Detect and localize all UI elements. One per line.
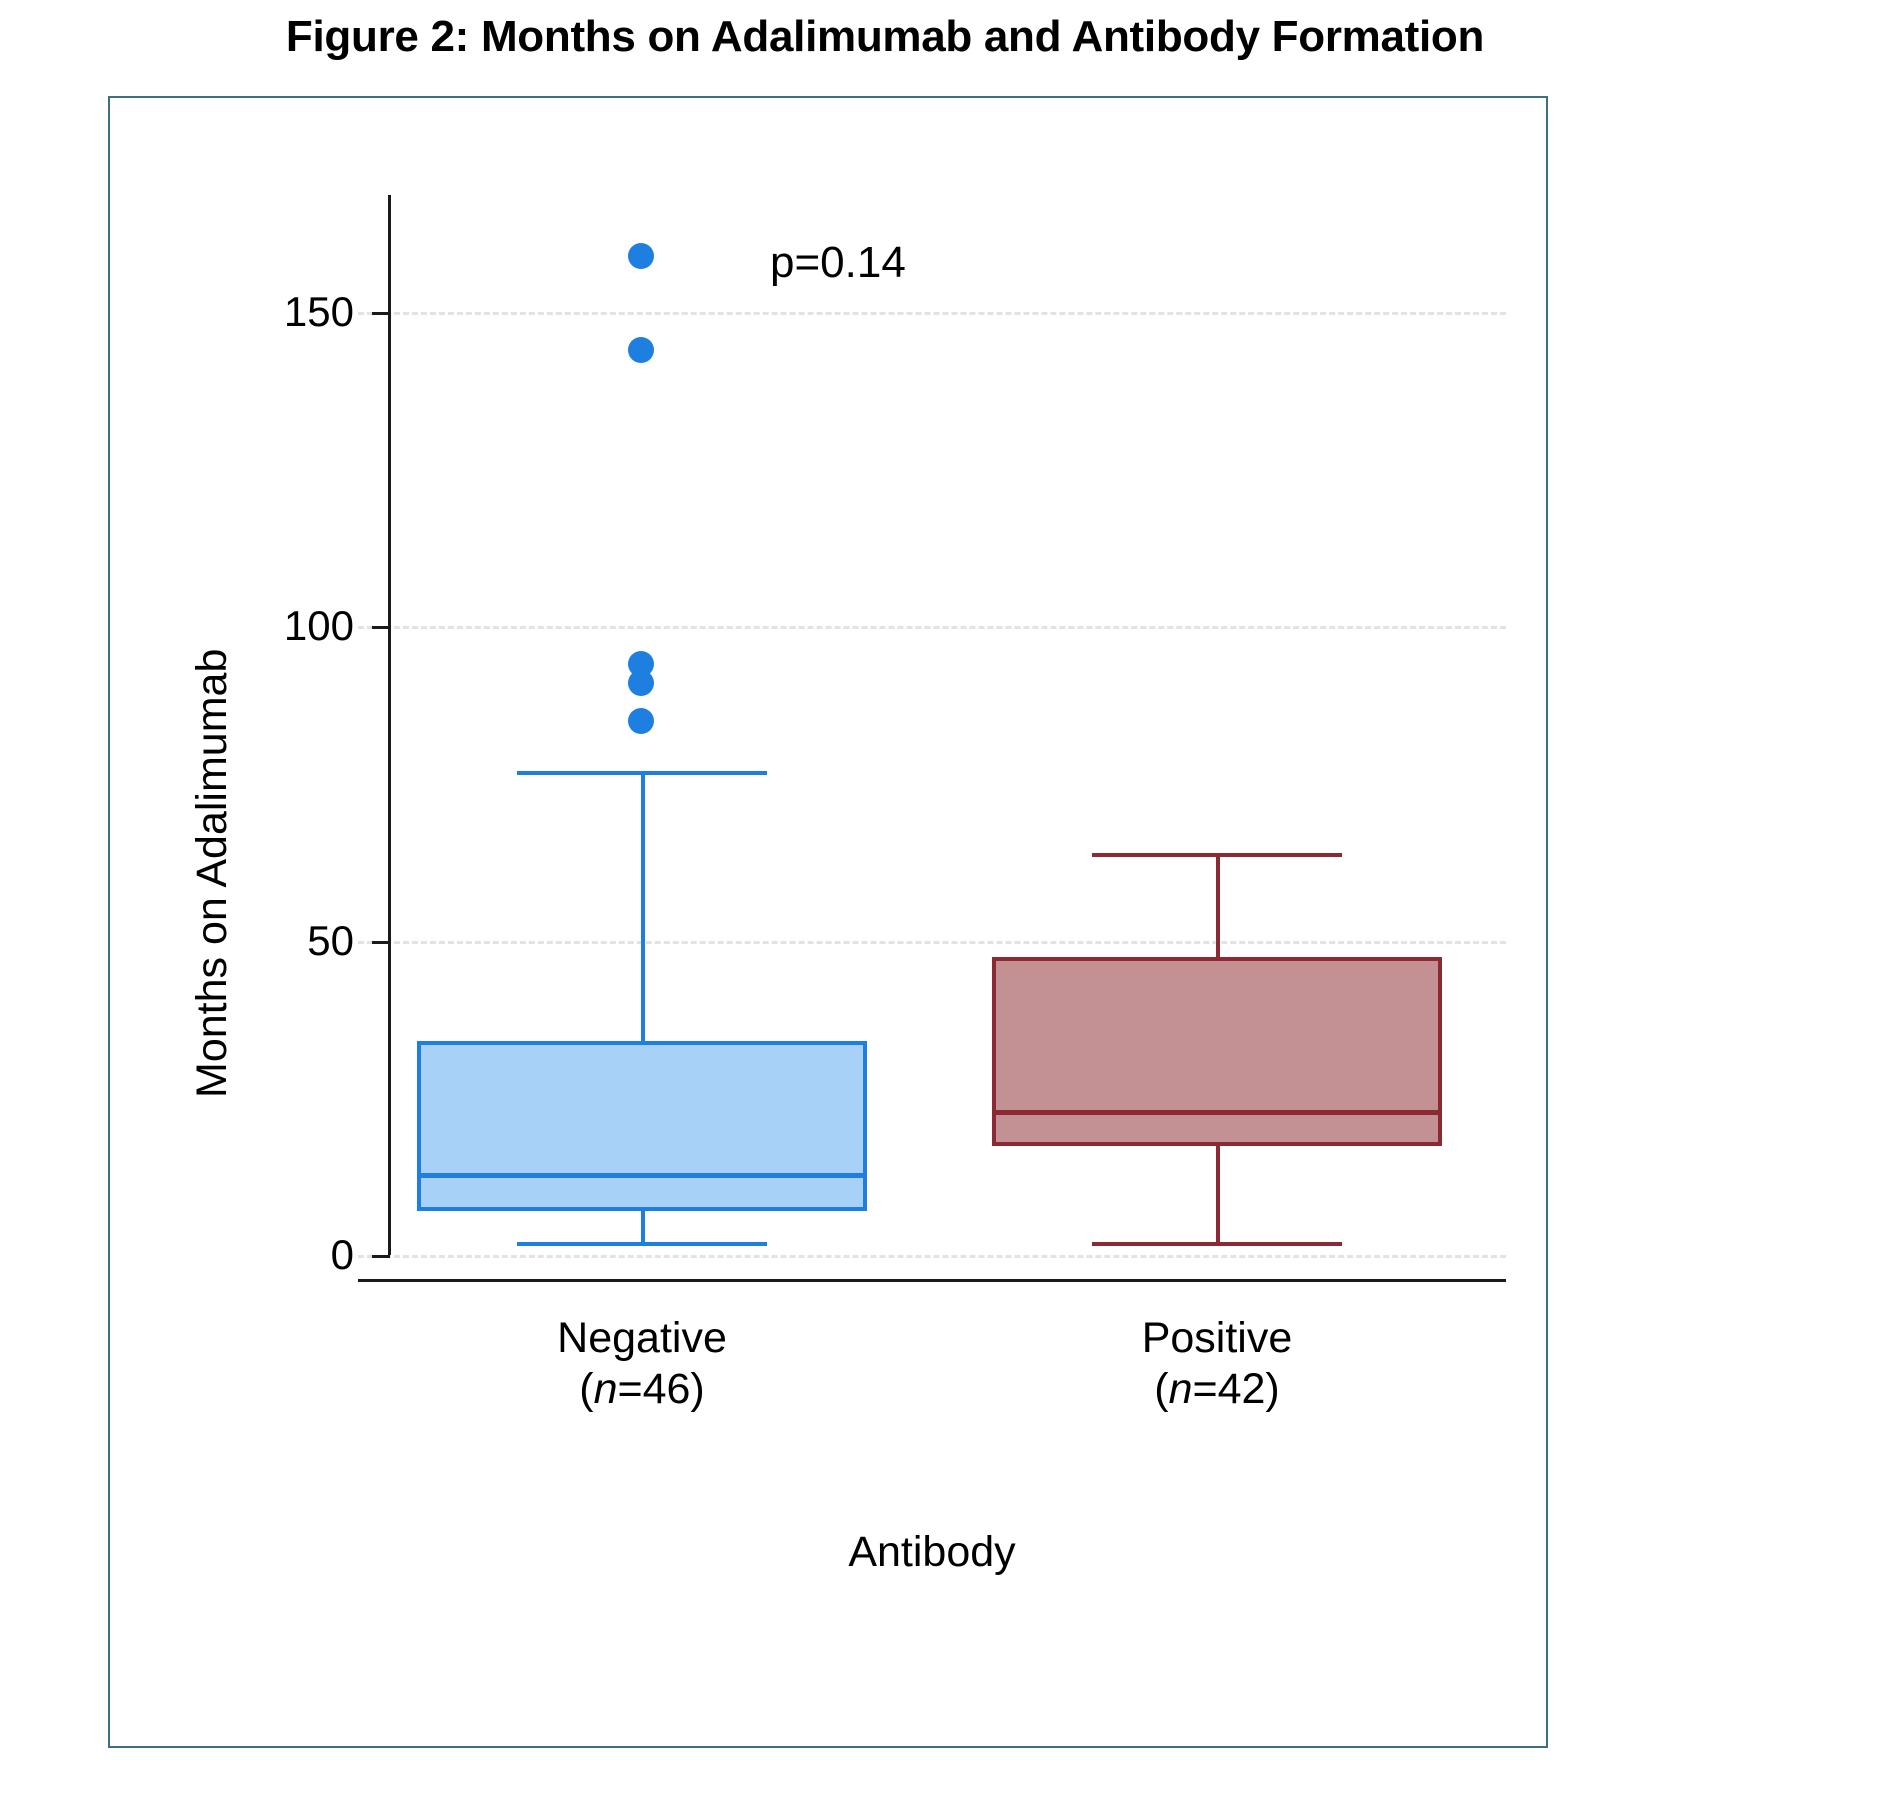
positive-box: [992, 957, 1442, 1146]
negative-whisker-upper-cap: [517, 771, 767, 775]
y-axis-line: [388, 195, 391, 1255]
negative-outlier: [628, 651, 654, 677]
positive-whisker-upper-cap: [1092, 853, 1342, 857]
y-tick-mark-150: [372, 312, 390, 315]
plot-frame: [108, 96, 1548, 1748]
y-tick-mark-100: [372, 626, 390, 629]
negative-outlier: [628, 337, 654, 363]
positive-whisker-lower-cap: [1092, 1242, 1342, 1246]
negative-outlier: [628, 708, 654, 734]
x-axis-line: [358, 1279, 1506, 1282]
negative-whisker-lower-line: [641, 1211, 645, 1242]
y-tick-label-100: 100: [283, 602, 354, 649]
negative-median-line: [417, 1173, 867, 1178]
negative-outlier: [628, 243, 654, 269]
x-category-negative-label: Negative: [557, 1314, 727, 1362]
positive-median-line: [992, 1110, 1442, 1115]
y-tick-label-0: 0: [330, 1231, 354, 1278]
y-axis-label: Months on Adalimumab: [188, 648, 236, 1098]
x-category-negative: [432, 1313, 852, 1414]
negative-box: [417, 1041, 867, 1211]
x-category-positive-n: (n=42): [1154, 1364, 1280, 1413]
y-tick-mark-0: [372, 1255, 390, 1258]
gridline-100: [358, 626, 1506, 629]
x-category-positive: [1007, 1313, 1427, 1414]
x-axis-label: Antibody: [848, 1528, 1016, 1576]
positive-whisker-lower-line: [1216, 1146, 1220, 1242]
figure-title: Figure 2: Months on Adalimumab and Antibody Formation: [285, 12, 1485, 61]
gridline-0: [358, 1255, 1506, 1258]
x-category-negative-n: (n=46): [579, 1364, 705, 1413]
y-tick-mark-50: [372, 941, 390, 944]
gridline-50: [358, 941, 1506, 944]
y-tick-label-50: 50: [307, 917, 354, 964]
x-category-positive-label: Positive: [1141, 1314, 1293, 1362]
y-tick-label-150: 150: [283, 288, 354, 335]
p-value-annotation: p=0.14: [770, 238, 906, 287]
negative-whisker-upper-line: [641, 771, 645, 1041]
gridline-150: [358, 312, 1506, 315]
negative-whisker-lower-cap: [517, 1242, 767, 1246]
positive-whisker-upper-line: [1216, 853, 1220, 957]
